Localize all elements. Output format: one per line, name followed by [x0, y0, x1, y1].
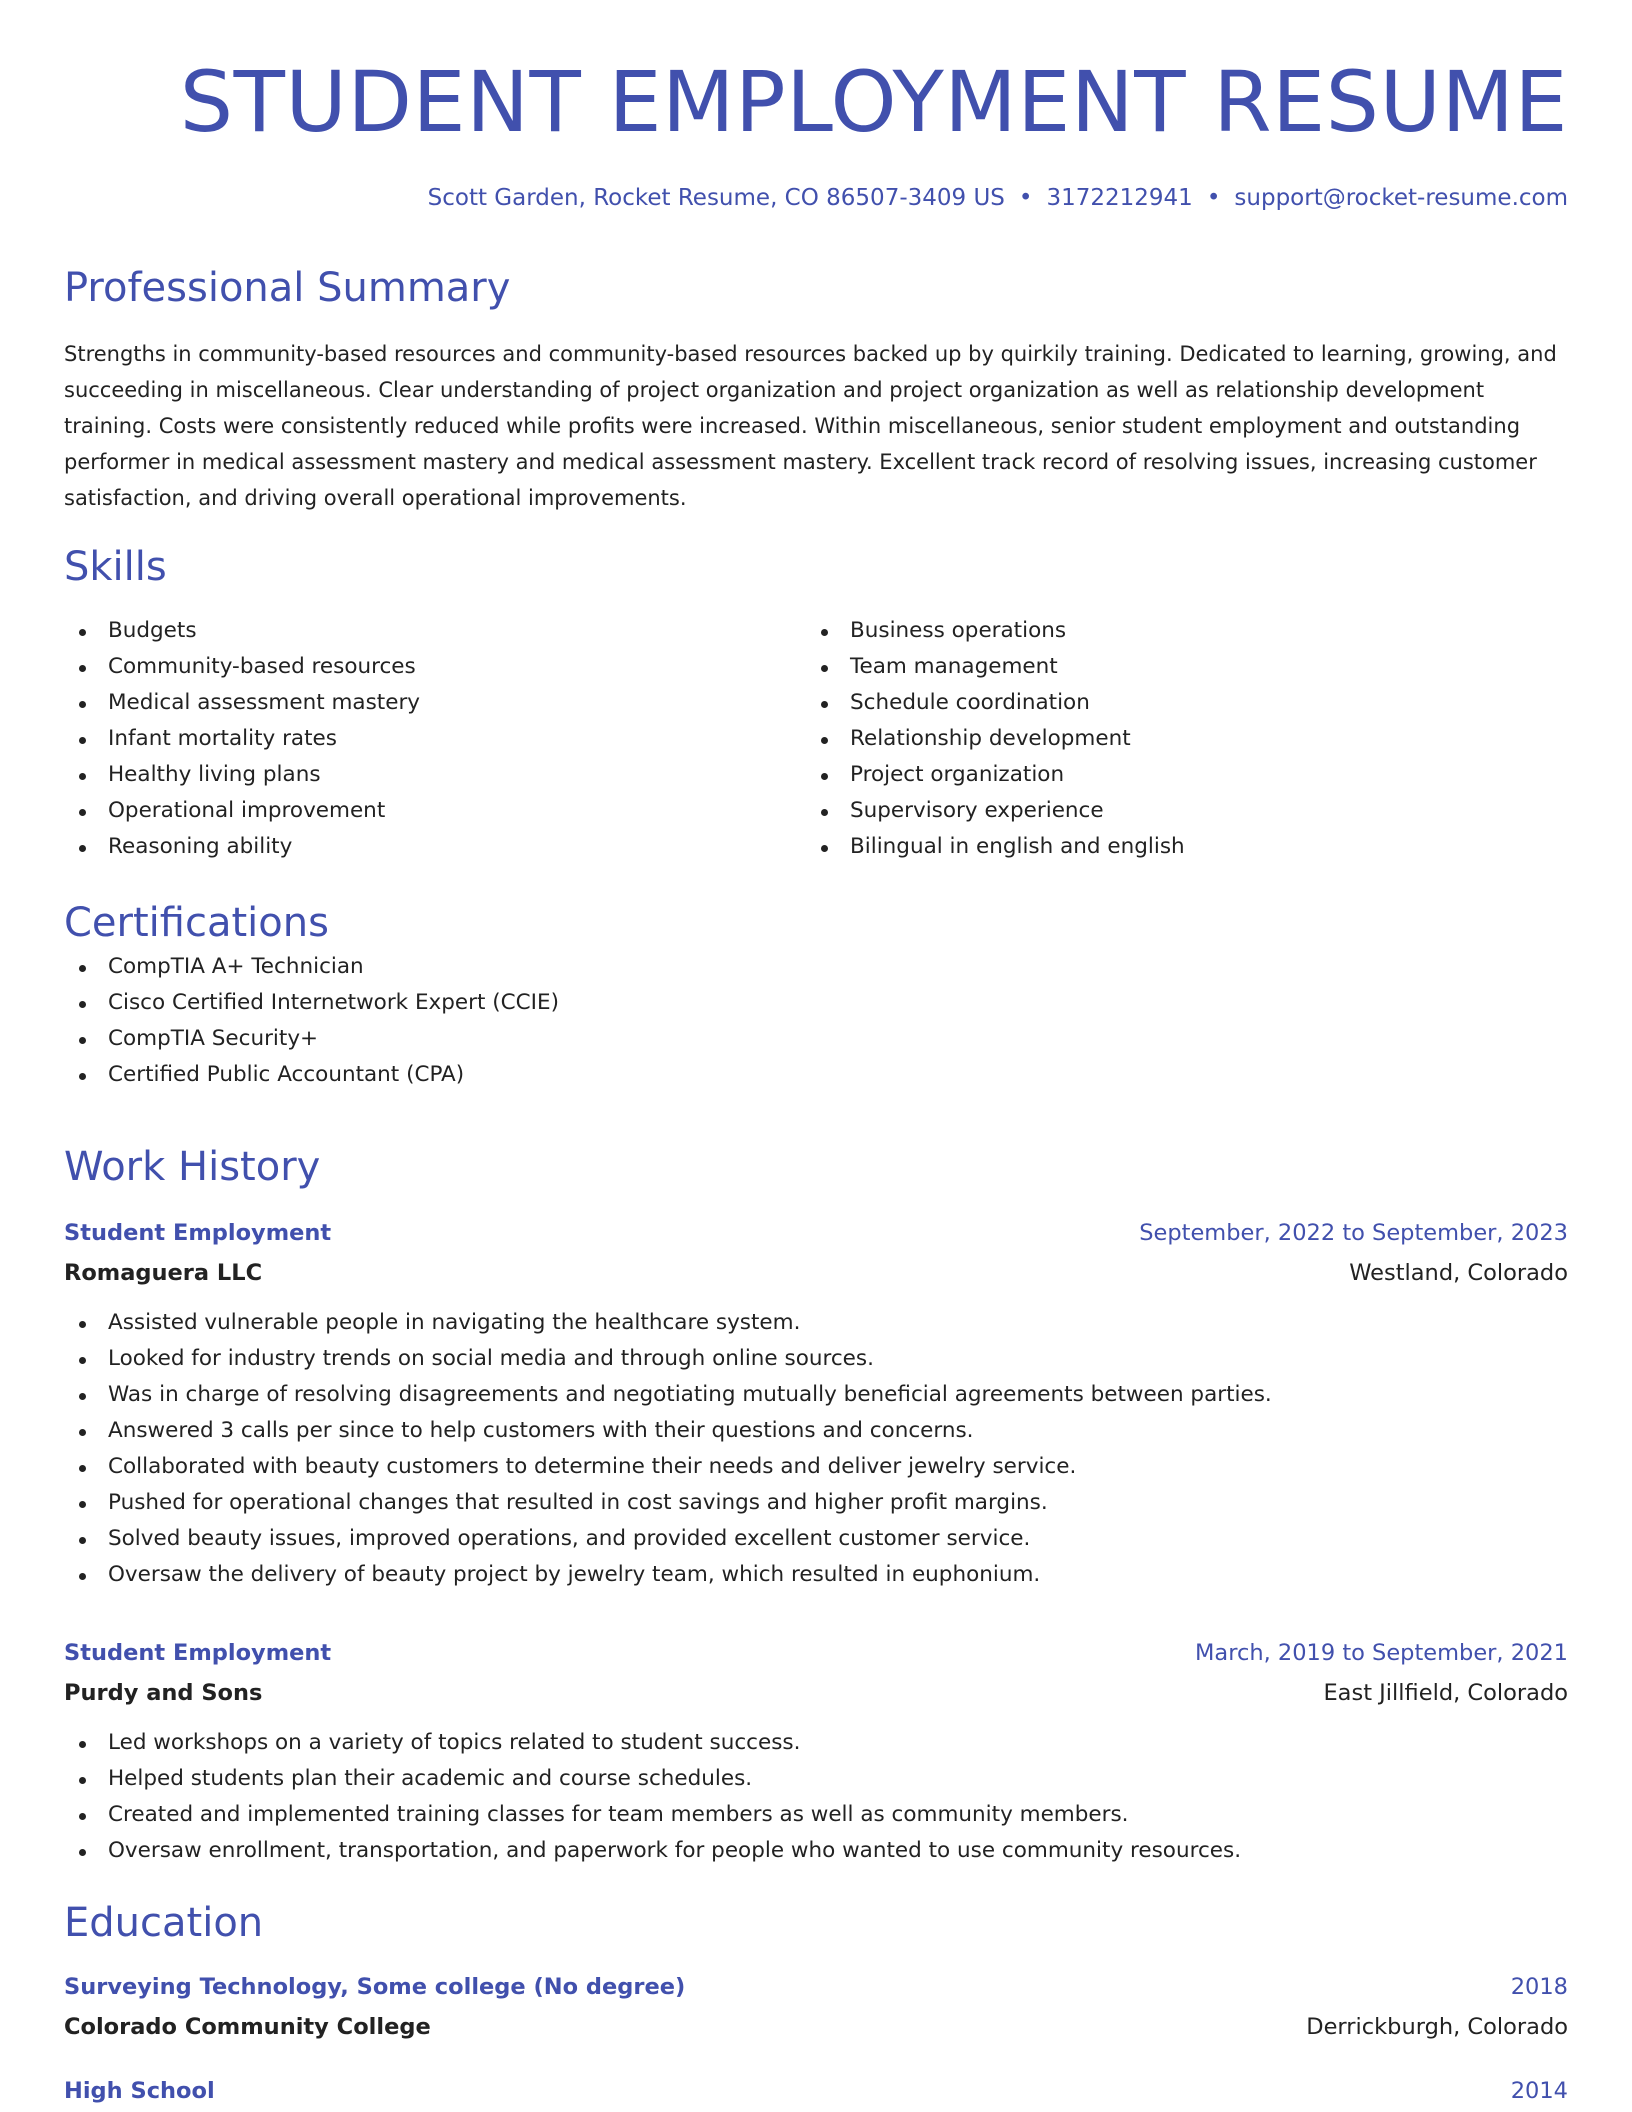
- summary-heading: Professional Summary: [64, 265, 511, 311]
- education-entry: [64, 2071, 1568, 2111]
- education-degree: High School: [64, 2078, 215, 2104]
- job-bullet: Created and implemented training classes for team members as well as community members.: [64, 1797, 1568, 1833]
- skill-item: Healthy living plans: [64, 757, 806, 793]
- certifications-list: [64, 949, 1568, 1093]
- job-bullet: Oversaw enrollment, transportation, and paperwork for people who wanted to use community resources.: [64, 1833, 1568, 1869]
- job-bullet: Answered 3 calls per since to help customers with their questions and concerns.: [64, 1413, 1568, 1449]
- contact-phone: 3172212941: [1046, 185, 1193, 211]
- education-year: 2018: [1510, 1974, 1568, 2000]
- job-bullets: [64, 1725, 1568, 1869]
- job-bullets: [64, 1305, 1568, 1593]
- education-year: 2014: [1510, 2078, 1568, 2104]
- job-title-row: [64, 1213, 1568, 1253]
- job-company: Purdy and Sons: [64, 1680, 263, 1706]
- job-dates: March, 2019 to September, 2021: [1195, 1640, 1568, 1666]
- skill-item: Medical assessment mastery: [64, 685, 806, 721]
- education-degree-row: [64, 1967, 1568, 2007]
- summary-section: [64, 262, 1568, 516]
- education-degree-row: [64, 2071, 1568, 2111]
- summary-text: Strengths in community-based resources and community-based resources backed up by quirkily training. Dedicated to learning, growing, and succeeding in miscellaneous. Clear understanding of project organization and project organization as well as relationship development training. Costs were consistently reduced while profits were increased. Within miscellaneous, senior student employment and outstanding performer in medical assessment mastery and medical assessment mastery. Excellent track record of resolving issues, increasing customer satisfaction, and driving overall operational improvements.: [64, 342, 1557, 510]
- education-section: [64, 1897, 1568, 2111]
- skill-item: Bilingual in english and english: [806, 829, 1548, 865]
- job-bullet: Looked for industry trends on social media and through online sources.: [64, 1341, 1568, 1377]
- education-degree: Surveying Technology, Some college (No degree): [64, 1974, 686, 2000]
- skill-item: Budgets: [64, 613, 806, 649]
- contact-separator: •: [1206, 185, 1221, 211]
- job-location: Westland, Colorado: [1349, 1260, 1568, 1286]
- certification-item: Cisco Certified Internetwork Expert (CCIE): [64, 985, 1568, 1021]
- job-bullet: Oversaw the delivery of beauty project by jewelry team, which resulted in euphonium.: [64, 1557, 1568, 1593]
- job-bullet: Helped students plan their academic and course schedules.: [64, 1761, 1568, 1797]
- skill-item: Reasoning ability: [64, 829, 806, 865]
- contact-separator: •: [1018, 185, 1033, 211]
- certification-item: Certified Public Accountant (CPA): [64, 1057, 1568, 1093]
- job-bullet: Collaborated with beauty customers to determine their needs and deliver jewelry service.: [64, 1449, 1568, 1485]
- certifications-section: [64, 897, 1568, 1093]
- contact-address: Scott Garden, Rocket Resume, CO 86507-3409 US: [427, 185, 1005, 211]
- job-bullet: Was in charge of resolving disagreements and negotiating mutually beneficial agreements between parties.: [64, 1377, 1568, 1413]
- job-entry: [64, 1633, 1568, 1869]
- skill-item: Project organization: [806, 757, 1548, 793]
- skill-item: Operational improvement: [64, 793, 806, 829]
- contact-email: support@rocket-resume.com: [1234, 185, 1568, 211]
- job-bullet: Led workshops on a variety of topics related to student success.: [64, 1725, 1568, 1761]
- job-bullet: Assisted vulnerable people in navigating the healthcare system.: [64, 1305, 1568, 1341]
- job-company: Romaguera LLC: [64, 1260, 263, 1286]
- education-location: Derrickburgh, Colorado: [1306, 2014, 1568, 2040]
- job-company-row: [64, 1673, 1568, 1713]
- job-bullet: Pushed for operational changes that resulted in cost savings and higher profit margins.: [64, 1485, 1568, 1521]
- skills-columns: [64, 613, 1568, 865]
- education-school-row: [64, 2007, 1568, 2047]
- skill-item: Business operations: [806, 613, 1548, 649]
- skills-list-right: [806, 613, 1548, 865]
- education-school: Colorado Community College: [64, 2014, 431, 2040]
- skill-item: Relationship development: [806, 721, 1548, 757]
- education-entry: [64, 1967, 1568, 2047]
- certification-item: CompTIA A+ Technician: [64, 949, 1568, 985]
- job-dates: September, 2022 to September, 2023: [1139, 1220, 1568, 1246]
- resume-title: STUDENT EMPLOYMENT RESUME: [179, 53, 1568, 151]
- job-company-row: [64, 1253, 1568, 1293]
- certification-item: CompTIA Security+: [64, 1021, 1568, 1057]
- job-title: Student Employment: [64, 1220, 332, 1246]
- skills-heading: Skills: [64, 544, 167, 590]
- job-bullet: Solved beauty issues, improved operations, and provided excellent customer service.: [64, 1521, 1568, 1557]
- contact-line: [428, 178, 1568, 218]
- skills-list-left: [64, 613, 806, 865]
- skill-item: Schedule coordination: [806, 685, 1548, 721]
- education-heading: Education: [64, 1900, 264, 1946]
- skill-item: Supervisory experience: [806, 793, 1548, 829]
- job-title: Student Employment: [64, 1640, 332, 1666]
- skill-item: Infant mortality rates: [64, 721, 806, 757]
- skill-item: Team management: [806, 649, 1548, 685]
- work-history-section: [64, 1141, 1568, 1869]
- job-location: East Jillfield, Colorado: [1323, 1680, 1568, 1706]
- work-history-heading: Work History: [64, 1144, 321, 1190]
- job-entry: [64, 1213, 1568, 1593]
- skills-section: [64, 541, 1568, 865]
- skill-item: Community-based resources: [64, 649, 806, 685]
- certifications-heading: Certifications: [64, 900, 329, 946]
- job-title-row: [64, 1633, 1568, 1673]
